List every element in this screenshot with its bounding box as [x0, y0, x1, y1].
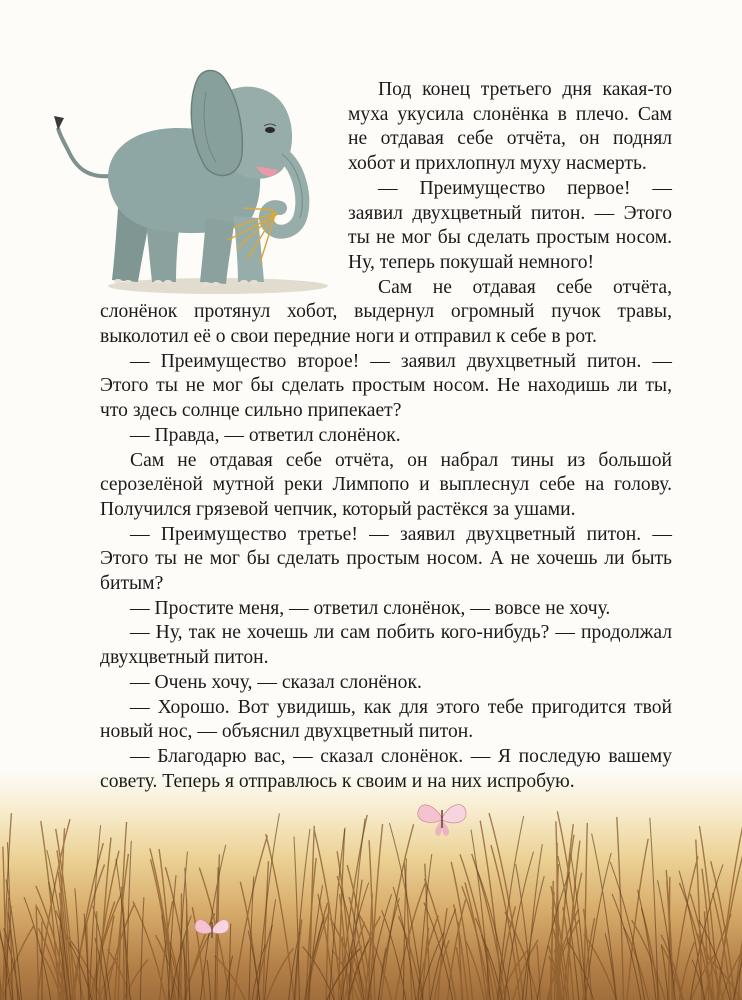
grass-blade [516, 864, 532, 1000]
grass-blade [650, 818, 658, 1000]
paragraph: — Благодарю вас, — сказал слонёнок. — Я последую вашему совету. Теперь я отправлюсь к своим и на них испробую. [100, 745, 672, 792]
paragraph: Под конец третьего дня какая-то муха укусила слонёнка в плечо. Сам не отдавая себе отчёта, он поднял хобот и прихлопнул муху насмерть. [348, 79, 672, 175]
paragraph: — Правда, — ответил слонёнок. [130, 424, 401, 446]
grass-blade [207, 960, 211, 1000]
grass-blade [711, 861, 735, 1000]
grass-blade [378, 898, 399, 1000]
grass-blade [734, 888, 742, 1000]
grass-blade [465, 940, 484, 1000]
paragraph: — Хорошо. Вот увидишь, как для этого тебе пригодится твой новый нос, — объяснил двухцветный питон. [100, 696, 672, 743]
grass-blade [36, 905, 38, 1000]
illustration-wrap-space [100, 78, 348, 298]
grass-blade [638, 889, 657, 1000]
grass-blade [610, 862, 644, 1000]
paragraph: — Простите меня, — ответил слонёнок, — вовсе не хочу. [130, 597, 611, 619]
paragraph: Сам не отдавая себе отчёта, слонёнок протянул хобот, выдернул огромный пучок травы, выколотил её о свои передние ноги и отправил к себе в рот. [100, 276, 672, 348]
paragraph: — Преимущество третье! — заявил двухцветный питон. — Этого ты не мог бы сделать простым носом. А не хочешь ли быть битым? [100, 523, 672, 595]
story-text [100, 78, 672, 794]
grass-blade [669, 877, 670, 1000]
paragraph: — Преимущество первое! — заявил двухцветный питон. — Этого ты не мог бы сделать простым носом. Ну, теперь покушай немного! [348, 177, 672, 273]
paragraph: — Преимущество второе! — заявил двухцветный питон. — Этого ты не мог бы сделать простым носом. Не находишь ли ты, что здесь солнце сильно припекает? [100, 350, 672, 422]
grass-blade [140, 897, 144, 1000]
paragraph: Сам не отдавая себе отчёта, он набрал тины из большой серозелёной мутной реки Лимпопо и выплеснул себе на голову. Получился грязевой чепчик, который растёкся за ушами. [100, 449, 672, 520]
grass-blade [234, 836, 268, 1000]
grass-blade [266, 834, 294, 1000]
grass-blade [690, 864, 723, 1000]
paragraph: — Очень хочу, — сказал слонёнок. [130, 671, 422, 693]
paragraph: — Ну, так не хочешь ли сам побить кого-нибудь? — продолжал двухцветный питон. [100, 622, 672, 669]
butterfly-icon [414, 798, 470, 838]
grass-blade [184, 938, 186, 1000]
savanna-grass-illustration [0, 800, 742, 1000]
butterfly-icon [192, 914, 232, 946]
